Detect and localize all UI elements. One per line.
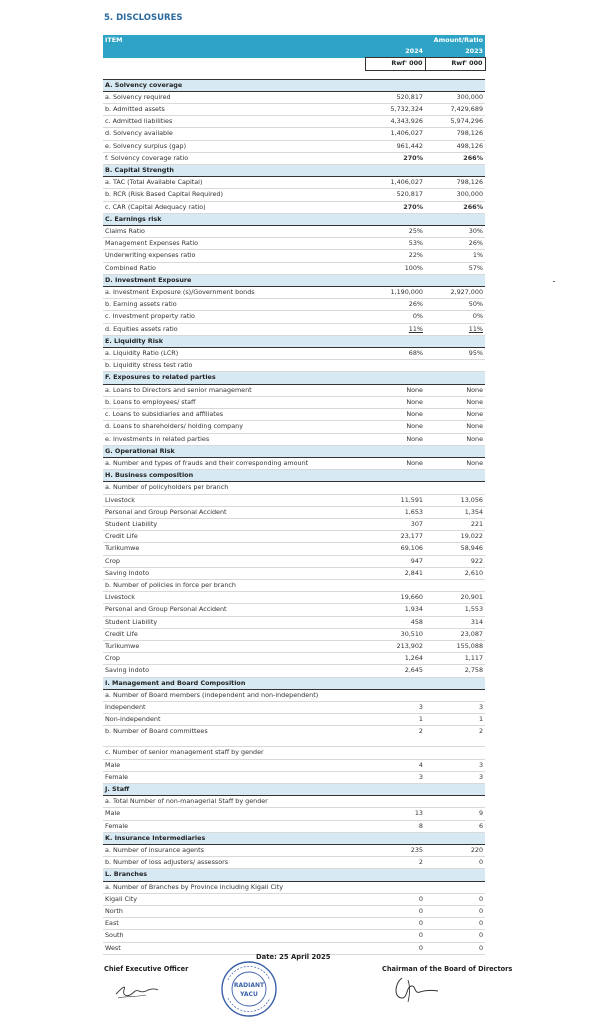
table-row	[103, 857, 485, 869]
value-2023: None	[425, 433, 485, 445]
value-2024: 22%	[365, 250, 425, 262]
value-2023: 6	[425, 820, 485, 832]
value-2024: 1,934	[365, 604, 425, 616]
value-2024: 25%	[365, 226, 425, 238]
table-row	[103, 604, 485, 616]
value-2024: 0	[365, 930, 425, 942]
row-label: Crop	[103, 555, 365, 567]
row-label: Combined Ratio	[103, 262, 365, 274]
unit-2024: Rwf' 000	[365, 58, 425, 70]
chairman-signature-label: Chairman of the Board of Directors	[382, 965, 513, 973]
row-label: c. Number of senior management staff by gender	[103, 747, 365, 759]
row-label: Kigali City	[103, 893, 365, 905]
table-row	[103, 116, 485, 128]
table-header-row	[103, 35, 485, 46]
table-row	[103, 771, 485, 783]
row-label: b. RCR (Risk Based Capital Required)	[103, 189, 365, 201]
row-label: Male	[103, 808, 365, 820]
row-label: Personal and Group Personal Accident	[103, 506, 365, 518]
value-2024: 235	[365, 845, 425, 857]
row-label: b. Number of policies in force per branch	[103, 579, 365, 591]
value-2024	[365, 689, 425, 701]
value-2023	[425, 360, 485, 372]
value-2024: 458	[365, 616, 425, 628]
amount-column-header: Amount/Ratio	[365, 35, 485, 46]
value-2023: 95%	[425, 348, 485, 360]
value-2023	[425, 747, 485, 759]
row-label: b. Liquidity stress test ratio	[103, 360, 365, 372]
section-header	[103, 470, 485, 482]
section-title: C. Earnings risk	[103, 213, 485, 225]
row-label: c. Investment property ratio	[103, 311, 365, 323]
row-label: Female	[103, 820, 365, 832]
value-2023: 0	[425, 930, 485, 942]
value-2024	[365, 796, 425, 808]
row-label: Male	[103, 759, 365, 771]
value-2024: 0%	[365, 311, 425, 323]
value-2024: 1,190,000	[365, 287, 425, 299]
value-2023: 57%	[425, 262, 485, 274]
section-title: I. Management and Board Composition	[103, 677, 485, 689]
value-2024	[365, 482, 425, 494]
row-label: a. Number of Branches by Province including Kigali City	[103, 881, 365, 893]
unit-row	[103, 58, 485, 70]
table-row	[103, 531, 485, 543]
table-row	[103, 299, 485, 311]
value-2024: 2,645	[365, 665, 425, 677]
stamp-text-1: RADIANT	[233, 982, 265, 989]
row-label: a. Total Number of non-managerial Staff by gender	[103, 796, 365, 808]
table-row	[103, 494, 485, 506]
row-label: Female	[103, 771, 365, 783]
year-header-row	[103, 46, 485, 58]
table-row	[103, 592, 485, 604]
table-row	[103, 262, 485, 274]
value-2023: 498,126	[425, 140, 485, 152]
ceo-signature	[112, 976, 162, 1002]
row-label: East	[103, 918, 365, 930]
row-label: a. Solvency required	[103, 91, 365, 103]
table-row	[103, 701, 485, 713]
value-2023: 1%	[425, 250, 485, 262]
table-row	[103, 287, 485, 299]
table-row	[103, 482, 485, 494]
value-2024: 1,264	[365, 653, 425, 665]
value-2024: 8	[365, 820, 425, 832]
value-2024: 947	[365, 555, 425, 567]
table-row	[103, 384, 485, 396]
value-2024	[365, 881, 425, 893]
value-2024: 11%	[365, 323, 425, 335]
row-label: a. Number of Board members (independent and non-independent)	[103, 689, 365, 701]
row-label: e. Solvency surplus (gap)	[103, 140, 365, 152]
table-row	[103, 918, 485, 930]
table-row	[103, 759, 485, 771]
value-2024: 520,817	[365, 189, 425, 201]
row-label: Saving Indoto	[103, 567, 365, 579]
value-2023: 221	[425, 518, 485, 530]
row-label: North	[103, 906, 365, 918]
value-2023	[425, 881, 485, 893]
table-row	[103, 747, 485, 759]
table-row	[103, 152, 485, 164]
table-row	[103, 714, 485, 726]
value-2024: 961,442	[365, 140, 425, 152]
row-label: b. Admitted assets	[103, 104, 365, 116]
table-row	[103, 104, 485, 116]
value-2023: 2	[425, 726, 485, 747]
value-2024: 4	[365, 759, 425, 771]
table-row	[103, 881, 485, 893]
table-row	[103, 689, 485, 701]
table-row	[103, 201, 485, 213]
value-2023: 2,927,000	[425, 287, 485, 299]
row-label: Livestock	[103, 494, 365, 506]
value-2024: None	[365, 396, 425, 408]
table-row	[103, 796, 485, 808]
section-title: L. Branches	[103, 869, 485, 881]
value-2023: 7,429,689	[425, 104, 485, 116]
value-2024: 3	[365, 771, 425, 783]
value-2024: None	[365, 409, 425, 421]
row-label: South	[103, 930, 365, 942]
value-2023: 30%	[425, 226, 485, 238]
company-stamp	[220, 960, 278, 1018]
row-label: d. Solvency available	[103, 128, 365, 140]
row-label: f. Solvency coverage ratio	[103, 152, 365, 164]
value-2023: 266%	[425, 201, 485, 213]
value-2023: 300,000	[425, 189, 485, 201]
table-row	[103, 665, 485, 677]
row-label: Management Expenses Ratio	[103, 238, 365, 250]
chairman-signature	[388, 974, 440, 1004]
row-label: Credit Life	[103, 531, 365, 543]
table-row	[103, 579, 485, 591]
row-label: a. Number of insurance agents	[103, 845, 365, 857]
section-title: E. Liquidity Risk	[103, 335, 485, 347]
table-row	[103, 628, 485, 640]
value-2024: 270%	[365, 152, 425, 164]
section-title: B. Capital Strength	[103, 165, 485, 177]
table-row	[103, 820, 485, 832]
table-row	[103, 250, 485, 262]
value-2024: 2,841	[365, 567, 425, 579]
table-row	[103, 421, 485, 433]
value-2024: 307	[365, 518, 425, 530]
value-2024	[365, 747, 425, 759]
row-label: c. CAR (Capital Adequacy ratio)	[103, 201, 365, 213]
value-2024: 30,510	[365, 628, 425, 640]
value-2024: 0	[365, 942, 425, 954]
row-label: b. Number of loss adjusters/ assessors	[103, 857, 365, 869]
table-row	[103, 128, 485, 140]
row-label: Student Liability	[103, 518, 365, 530]
value-2023: 798,126	[425, 128, 485, 140]
section-header	[103, 869, 485, 881]
section-header	[103, 445, 485, 457]
value-2023: 798,126	[425, 177, 485, 189]
value-2024: 2	[365, 726, 425, 747]
value-2024: 23,177	[365, 531, 425, 543]
table-row	[103, 616, 485, 628]
row-label: d. Loans to shareholders/ holding company	[103, 421, 365, 433]
table-row	[103, 893, 485, 905]
row-label: Claims Ratio	[103, 226, 365, 238]
value-2024: 13	[365, 808, 425, 820]
value-2023: 0	[425, 906, 485, 918]
value-2023: 58,946	[425, 543, 485, 555]
value-2023: 2,610	[425, 567, 485, 579]
section-title: F. Exposures to related parties	[103, 372, 485, 384]
row-label: Saving Indoto	[103, 665, 365, 677]
table-row	[103, 845, 485, 857]
table-row	[103, 409, 485, 421]
value-2024: 4,343,926	[365, 116, 425, 128]
value-2023: 20,901	[425, 592, 485, 604]
table-row	[103, 930, 485, 942]
value-2024	[365, 360, 425, 372]
table-row	[103, 360, 485, 372]
table-row	[103, 396, 485, 408]
table-row	[103, 348, 485, 360]
table-row	[103, 506, 485, 518]
value-2023: 922	[425, 555, 485, 567]
table-row	[103, 543, 485, 555]
value-2023	[425, 482, 485, 494]
row-label: Turikumwe	[103, 640, 365, 652]
value-2024: 1,406,027	[365, 177, 425, 189]
stray-mark	[553, 281, 555, 282]
row-label: a. Loans to Directors and senior management	[103, 384, 365, 396]
table-row	[103, 177, 485, 189]
section-header	[103, 783, 485, 795]
value-2023: None	[425, 396, 485, 408]
value-2023: 5,974,296	[425, 116, 485, 128]
section-header	[103, 372, 485, 384]
value-2024: 1,406,027	[365, 128, 425, 140]
stamp-text-2: YACU	[240, 991, 258, 998]
section-title: G. Operational Risk	[103, 445, 485, 457]
item-column-header: ITEM	[103, 35, 365, 46]
table-row	[103, 323, 485, 335]
table-row	[103, 91, 485, 103]
value-2024: None	[365, 421, 425, 433]
value-2024: 19,660	[365, 592, 425, 604]
row-label: Personal and Group Personal Accident	[103, 604, 365, 616]
value-2024: 520,817	[365, 91, 425, 103]
ceo-signature-label: Chief Executive Officer	[104, 965, 189, 973]
value-2023: 300,000	[425, 91, 485, 103]
value-2023: 0	[425, 918, 485, 930]
value-2023: 26%	[425, 238, 485, 250]
table-row	[103, 808, 485, 820]
table-row	[103, 433, 485, 445]
value-2023: 19,022	[425, 531, 485, 543]
disclosures-table	[103, 35, 486, 955]
section-header	[103, 335, 485, 347]
year-2023-header: 2023	[425, 46, 485, 58]
value-2023: 155,088	[425, 640, 485, 652]
row-label: a. Liquidity Ratio (LCR)	[103, 348, 365, 360]
value-2023	[425, 796, 485, 808]
value-2023: 3	[425, 759, 485, 771]
report-date: Date: 25 April 2025	[256, 953, 331, 961]
row-label: Independent	[103, 701, 365, 713]
row-label: Credit Life	[103, 628, 365, 640]
value-2023: 1	[425, 714, 485, 726]
section-title: K. Insurance Intermediaries	[103, 832, 485, 844]
row-label: e. Investments in related parties	[103, 433, 365, 445]
disclosures-table-body	[103, 35, 485, 954]
value-2023: 11%	[425, 323, 485, 335]
section-header	[103, 79, 485, 91]
section-header	[103, 274, 485, 286]
value-2023: 0	[425, 893, 485, 905]
table-row	[103, 226, 485, 238]
spacer-row	[103, 70, 485, 79]
value-2024: 0	[365, 906, 425, 918]
table-row	[103, 640, 485, 652]
value-2024: 53%	[365, 238, 425, 250]
value-2023: 3	[425, 701, 485, 713]
section-header	[103, 677, 485, 689]
value-2023: 0%	[425, 311, 485, 323]
section-title: H. Business composition	[103, 470, 485, 482]
value-2023	[425, 689, 485, 701]
value-2024: 100%	[365, 262, 425, 274]
table-row	[103, 567, 485, 579]
row-label: a. Number of policyholders per branch	[103, 482, 365, 494]
value-2023: None	[425, 409, 485, 421]
table-row	[103, 906, 485, 918]
value-2023: 220	[425, 845, 485, 857]
value-2024: 69,106	[365, 543, 425, 555]
table-row	[103, 238, 485, 250]
value-2024: None	[365, 384, 425, 396]
row-label: Livestock	[103, 592, 365, 604]
row-label: b. Number of Board committees	[103, 726, 365, 747]
value-2024: 2	[365, 857, 425, 869]
value-2023: 0	[425, 942, 485, 954]
value-2024: 3	[365, 701, 425, 713]
row-label: a. TAC (Total Available Capital)	[103, 177, 365, 189]
table-row	[103, 311, 485, 323]
value-2024: 1,653	[365, 506, 425, 518]
value-2023: 1,117	[425, 653, 485, 665]
page-title: 5. DISCLOSURES	[104, 13, 183, 23]
value-2024: 213,902	[365, 640, 425, 652]
section-title: A. Solvency coverage	[103, 79, 485, 91]
value-2023: 314	[425, 616, 485, 628]
value-2024	[365, 579, 425, 591]
table-row	[103, 555, 485, 567]
row-label: Turikumwe	[103, 543, 365, 555]
value-2024: 11,591	[365, 494, 425, 506]
table-row	[103, 457, 485, 469]
value-2023: 3	[425, 771, 485, 783]
value-2024: 1	[365, 714, 425, 726]
value-2023: 266%	[425, 152, 485, 164]
row-label: c. Loans to subsidiaries and affiliates	[103, 409, 365, 421]
row-label: c. Admitted liabilities	[103, 116, 365, 128]
row-label: b. Earning assets ratio	[103, 299, 365, 311]
value-2024: 26%	[365, 299, 425, 311]
row-label: Student Liability	[103, 616, 365, 628]
value-2024: 270%	[365, 201, 425, 213]
row-label: Non-independent	[103, 714, 365, 726]
table-row	[103, 189, 485, 201]
row-label: d. Equities assets ratio	[103, 323, 365, 335]
value-2023: None	[425, 421, 485, 433]
value-2024: 68%	[365, 348, 425, 360]
value-2024: 5,732,324	[365, 104, 425, 116]
row-label: West	[103, 942, 365, 954]
value-2023: 2,758	[425, 665, 485, 677]
section-title: J. Staff	[103, 783, 485, 795]
section-title: D. Investment Exposure	[103, 274, 485, 286]
value-2023: 1,553	[425, 604, 485, 616]
value-2023: 50%	[425, 299, 485, 311]
section-header	[103, 213, 485, 225]
value-2023: 1,354	[425, 506, 485, 518]
table-row	[103, 653, 485, 665]
value-2023: 9	[425, 808, 485, 820]
row-label: a. Number and types of frauds and their corresponding amount	[103, 457, 365, 469]
row-label: Underwriting expenses ratio	[103, 250, 365, 262]
table-row	[103, 518, 485, 530]
section-header	[103, 165, 485, 177]
section-header	[103, 832, 485, 844]
row-label: b. Loans to employees/ staff	[103, 396, 365, 408]
value-2024: None	[365, 457, 425, 469]
value-2024: 0	[365, 893, 425, 905]
row-label: a. Investment Exposure (s)/Government bonds	[103, 287, 365, 299]
value-2023: 0	[425, 857, 485, 869]
value-2024: 0	[365, 918, 425, 930]
value-2023: None	[425, 384, 485, 396]
value-2023: 13,056	[425, 494, 485, 506]
value-2023: 23,087	[425, 628, 485, 640]
year-2024-header: 2024	[365, 46, 425, 58]
value-2024: None	[365, 433, 425, 445]
unit-2023: Rwf' 000	[425, 58, 485, 70]
row-label: Crop	[103, 653, 365, 665]
value-2023	[425, 579, 485, 591]
table-row	[103, 726, 485, 747]
value-2023: None	[425, 457, 485, 469]
table-row	[103, 140, 485, 152]
